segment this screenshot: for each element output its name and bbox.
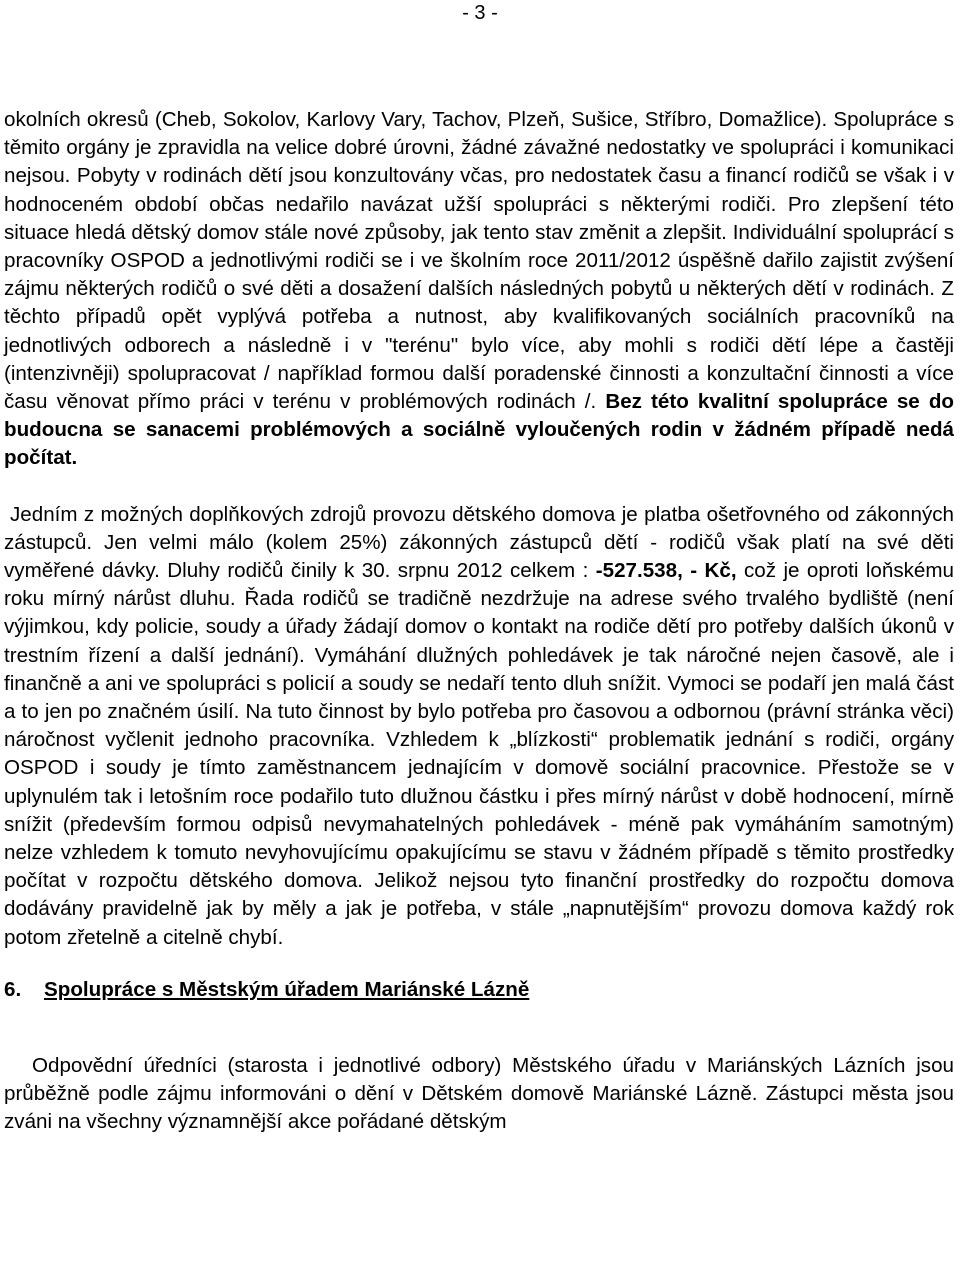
paragraph-text: Jedním z možných doplňkových zdrojů provozu dětského domova je platba ošetřovného od zákonných zástupců. Jen velmi málo (kolem 25%) zákonných zástupců dětí - rodičů však platí na své děti vyměřené dávky. Dluhy rodičů činily k 30. srpnu 2012 celkem : [4, 502, 954, 583]
paragraph-spacer [4, 473, 954, 501]
paragraph-text: okolních okresů (Cheb, Sokolov, Karlovy Vary, Tachov, Plzeň, Sušice, Stříbro, Domažlice). Spolupráce s těmito orgány je zpravidla na velice dobré úrovni, žádné závažné nedostatky ve spolupráci i komunikaci nejsou. Pobyty v rodinách dětí jsou konzultovány včas, pro nedostatek času a financí rodičů se však i v hodnoceném období občas nedařilo navázat užší spolupráci s některými rodiči. Pro zlepšení této situace hledá dětský domov stále nové způsoby, jak tento stav změnit a zlepšit. Individuální spoluprácí s pracovníky OSPOD a jednotlivými rodiči se i ve školním roce 2011/2012 úspěšně dařilo zajistit zvýšení zájmu některých rodičů o své děti a dosažení dalších následných pobytů u některých dětí v rodinách. Z těchto případů opět vyplývá potřeba a nutnost, aby kvalifikovaných sociálních pracovníků na jednotlivých odborech a následně i v "terénu" bylo více, aby mohli s rodiči dětí lépe a častěji (intenzivněji) spolupracovat / například formou další poradenské činnosti a konzultační činnosti a více času věnovat přímo práci v terénu v problémových rodinách /. [4, 108, 954, 414]
paragraph-parent-payments [4, 501, 954, 952]
section-title: Spolupráce s Městským úřadem Mariánské Lázně [44, 977, 530, 1001]
paragraph-text: Odpovědní úředníci (starosta i jednotlivé odbory) Městského úřadu v Mariánských Lázních jsou průběžně podle zájmu informováni o dění v Dětském domově Mariánské Lázně. Zástupci města jsou zváni na všechny významnější akce pořádané dětským [4, 1053, 954, 1134]
document-body [4, 106, 954, 1137]
section-heading [4, 976, 954, 1004]
paragraph-ospod-cooperation [4, 106, 954, 473]
paragraph-text: což je oproti loňskému roku mírný nárůst dluhu. Řada rodičů se tradičně nezdržuje na adrese svého trvalého bydliště (není výjimkou, kdy policie, soudy a úřady žádají domov o kontakt na rodiče dětí pro potřeby dalších úkonů v trestním řízení a další jednání). Vymáhání dlužných pohledávek je tak náročné nejen časově, ale i finančně a ani ve spolupráci s policií a soudy se nedaří tento dluh snížit. Vymoci se podaří jen malá část a to jen po značném úsilí. Na tuto činnost by bylo potřeba pro časovou a odbornou (právní stránka věci) náročnost vyčlenit jednoho pracovníka. Vzhledem k „blízkosti“ problematik jednání s rodiči, orgány OSPOD i soudy je tímto zaměstnancem jednajícím v domově sociální pracovnice. Přestože se v uplynulém tak i letošním roce podařilo tuto dlužnou částku i přes mírný nárůst v době hodnocení, mírně snížit (především formou odpisů nevymahatelných pohledávek - méně pak vymáháním samotným) nelze vzhledem k tomuto nevyhovujícímu opakujícímu se stavu v žádném případě s těmito prostředky počítat v rozpočtu dětského domova. Jelikož nejsou tyto finanční prostředky do rozpočtu domova dodávány pravidelně jak by měly a jak je potřeba, v stále „napnutějším“ provozu domova každý rok potom zřetelně a citelně chybí. [4, 559, 954, 949]
page-number: - 3 - [462, 2, 498, 24]
paragraph-spacer [4, 1004, 954, 1052]
debt-amount: -527.538, - Kč, [595, 559, 737, 583]
paragraph-city-office [4, 1052, 954, 1137]
paragraph-bold-conclusion: Bez této kvalitní spolupráce se do budoucna se sanacemi problémových a sociálně vyloučených rodin v žádném případě nedá počítat. [4, 390, 955, 470]
paragraph-spacer [4, 952, 954, 976]
section-number: 6. [4, 977, 22, 1001]
